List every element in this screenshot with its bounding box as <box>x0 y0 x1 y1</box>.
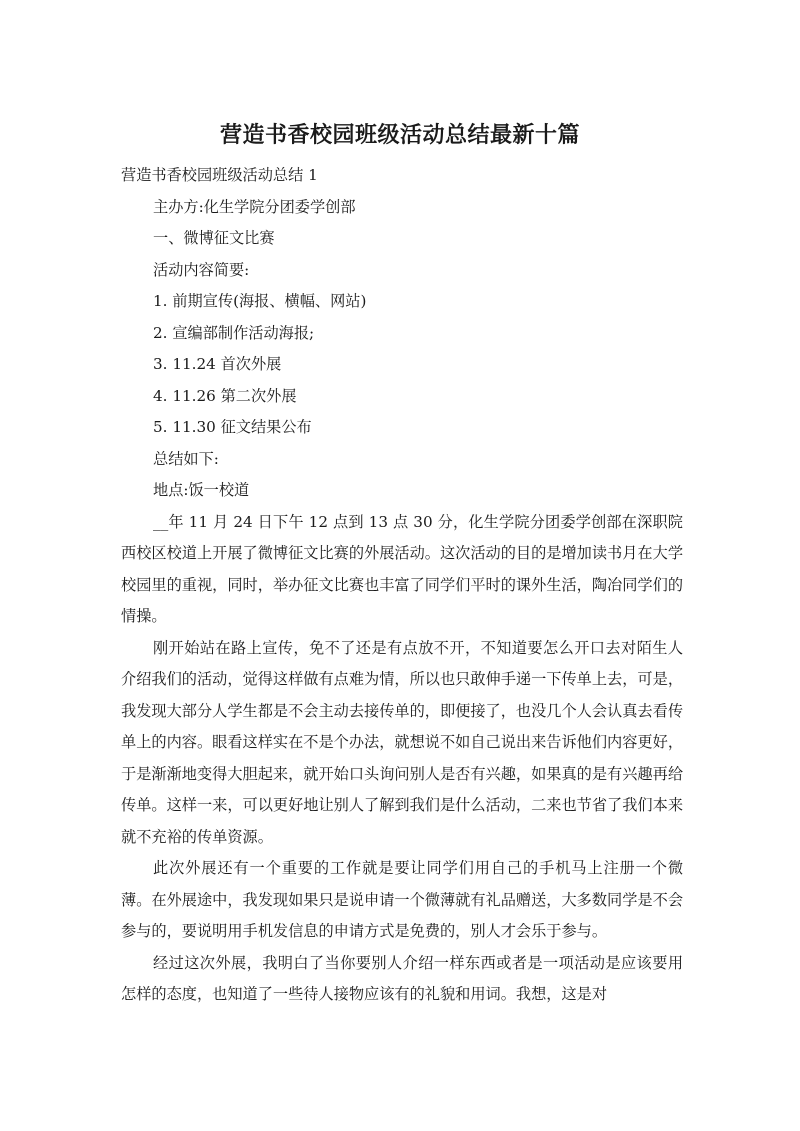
location-line: 地点:饭一校道 <box>153 481 250 499</box>
list-item: 1. 前期宣传(海报、横幅、网站) <box>153 292 367 310</box>
list-item: 3. 11.24 首次外展 <box>153 355 282 373</box>
organizer-line: 主办方:化生学院分团委学创部 <box>153 197 356 216</box>
body-paragraph: __年 11 月 24 日下午 12 点到 13 点 30 分，化生学院分团委学创部在深职院西校区校道上开展了微博征文比赛的外展活动。这次活动的目的是增加读书月在大学校园里的重视，同时，举办征文比赛也丰富了同学们平时的课外生活，陶冶同学们的情操。 <box>121 512 683 625</box>
section-heading: 营造书香校园班级活动总结 1 <box>121 166 318 184</box>
body-paragraph: 此次外展还有一个重要的工作就是要让同学们用自己的手机马上注册一个微薄。在外展途中，我发现如果只是说申请一个微薄就有礼品赠送，大多数同学是不会参与的，要说明用手机发信息的申请方式是免费的，别人才会乐于参与。 <box>121 859 683 940</box>
summary-label: 活动内容简要: <box>153 260 250 279</box>
document-title: 营造书香校园班级活动总结最新十篇 <box>219 123 580 148</box>
list-item: 4. 11.26 第二次外展 <box>153 386 297 405</box>
body-paragraph: 刚开始站在路上宣传，免不了还是有点放不开，不知道要怎么开口去对陌生人介绍我们的活动，觉得这样做有点难为情，所以也只敢伸手递一下传单上去，可是，我发现大部分人学生都是不会主动去接传单的，即便接了，也没几个人会认真去看传单上的内容。眼看这样实在不是个办法，就想说不如自己说出来告诉他们内容更好，于是渐渐地变得大胆起来，就开始口头询问别人是否有兴趣，如果真的是有兴趣再给传单。这样一来，可以更好地让别人了解到我们是什么活动，二来也节省了我们本来就不充裕的传单资源。 <box>121 638 683 846</box>
body-paragraph: 经过这次外展，我明白了当你要别人介绍一样东西或者是一项活动是应该要用怎样的态度，也知道了一些待人接物应该有的礼貌和用词。我想，这是对 <box>121 953 683 1003</box>
list-item: 2. 宣编部制作活动海报; <box>153 323 315 342</box>
activity-heading: 一、微博征文比赛 <box>153 229 275 247</box>
document-body <box>121 160 683 1011</box>
conclusion-label: 总结如下: <box>153 449 219 468</box>
list-item: 5. 11.30 征文结果公布 <box>153 418 312 436</box>
